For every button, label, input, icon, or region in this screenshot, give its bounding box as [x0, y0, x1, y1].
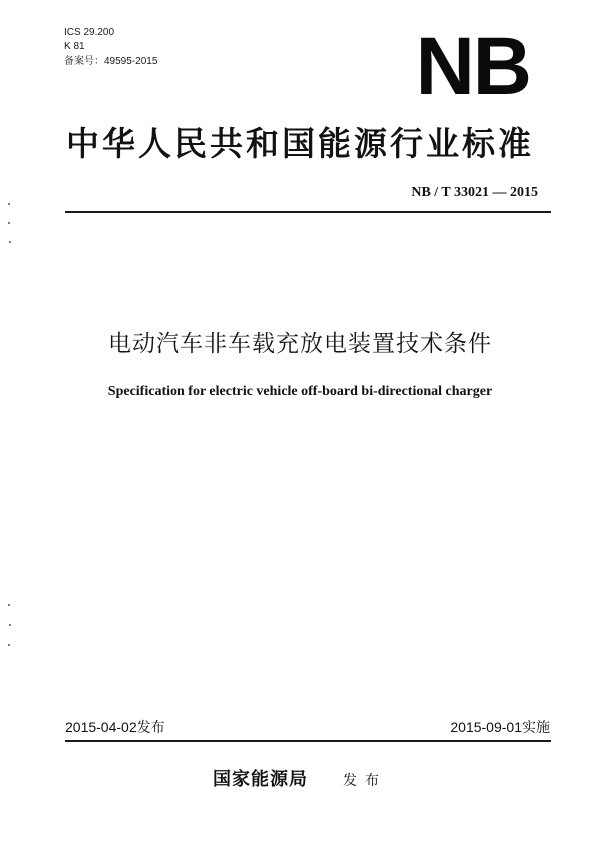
top-divider	[65, 211, 551, 213]
document-title-english: Specification for electric vehicle off-board bi-directional charger	[107, 384, 493, 399]
issue-date: 2015-04-02发布	[65, 719, 165, 735]
ccs-code: K 81	[64, 41, 85, 52]
document-title-chinese: 电动汽车非车载充放电装置技术条件	[108, 331, 492, 357]
standard-category-title: 中华人民共和国能源行业标准	[66, 124, 534, 163]
ics-code: ICS 29.200	[64, 27, 115, 38]
standard-number: NB / T 33021 — 2015	[411, 185, 538, 200]
record-number: 备案号：49595-2015	[64, 56, 158, 67]
issuer-line	[0, 765, 600, 791]
nb-logo: NB	[415, 21, 530, 112]
issue-verb: 发布	[343, 773, 388, 789]
bottom-divider	[65, 740, 551, 742]
issuing-organization: 国家能源局	[212, 769, 308, 790]
implementation-date: 2015-09-01实施	[450, 719, 550, 735]
